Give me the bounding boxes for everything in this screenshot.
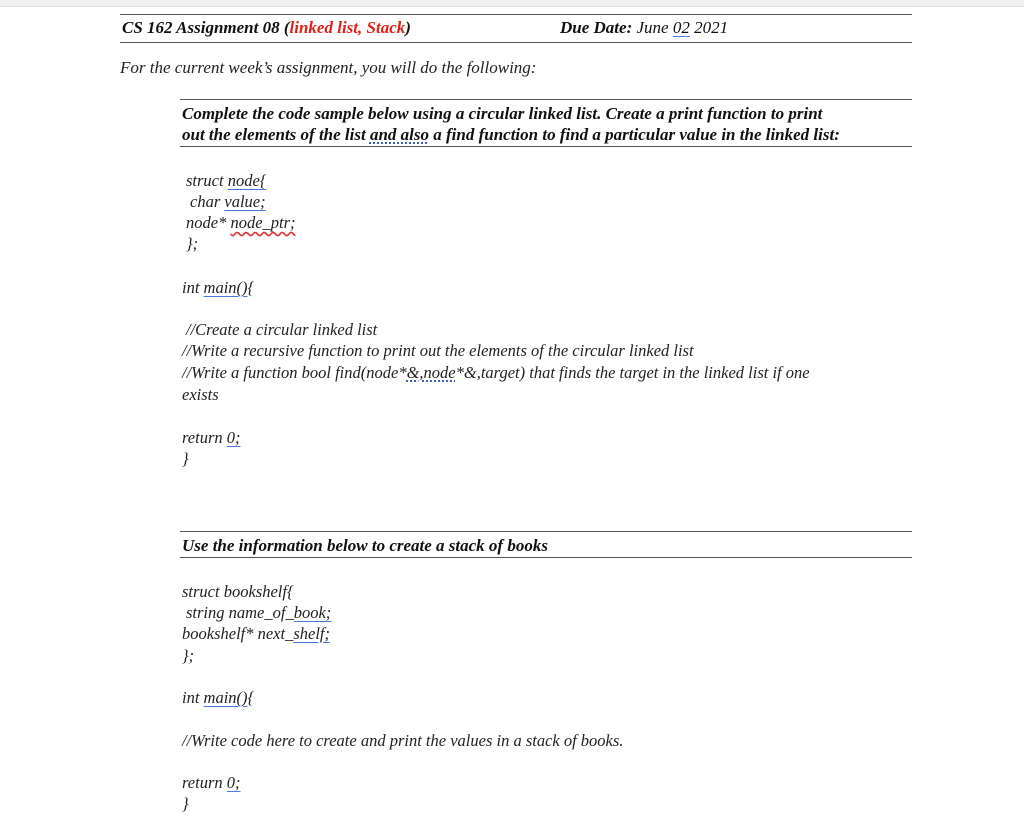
section1-top-rule <box>180 99 912 100</box>
comment-stack-books: //Write code here to create and print the values in a stack of books. <box>182 731 624 750</box>
struct-bookshelf-close: }; <box>182 646 195 665</box>
comment-create-list: //Create a circular linked list <box>186 320 378 339</box>
section1-heading: Complete the code sample below using a circular linked list. Create a print function to print out the elements of the list and also a find function to find a particular value in the linked list: <box>182 104 840 144</box>
comment-find-wrap: exists <box>182 385 219 404</box>
struct-node-close: }; <box>186 234 199 253</box>
section2-heading: Use the information below to create a stack of books <box>182 536 548 555</box>
comment-recursive-print: //Write a recursive function to print out the elements of the circular linked list <box>182 341 694 360</box>
section1-bottom-rule <box>180 146 912 147</box>
due-date: Due Date: June 02 2021 <box>560 18 729 37</box>
return-statement-1: return 0; <box>182 428 241 447</box>
intro-text: For the current week’s assignment, you will do the following: <box>120 58 537 77</box>
struct-bookshelf-field-next: bookshelf* next_shelf; <box>182 624 331 643</box>
struct-bookshelf-field-name: string name_of_book; <box>186 603 332 622</box>
main-signature-2: int main(){ <box>182 688 255 707</box>
assignment-header <box>120 18 912 40</box>
struct-node-field-value: char value; <box>190 192 266 211</box>
comment-find-function: //Write a function bool find(node*&,node*&,target) that finds the target in the linked list if one <box>182 363 810 382</box>
section2-top-rule <box>180 531 912 532</box>
struct-node-open: struct node{ <box>186 171 267 190</box>
header-bottom-rule <box>120 42 912 43</box>
assignment-title: CS 162 Assignment 08 (linked list, Stack) <box>122 18 411 37</box>
struct-bookshelf-open: struct bookshelf{ <box>182 582 294 601</box>
struct-node-field-ptr: node* node_ptr; <box>186 213 296 232</box>
main-close-2: } <box>182 794 189 813</box>
header-top-rule <box>120 14 912 15</box>
main-signature-1: int main(){ <box>182 278 255 297</box>
return-statement-2: return 0; <box>182 773 241 792</box>
main-close-1: } <box>182 449 189 468</box>
title-topics: linked list, Stack <box>289 18 406 37</box>
section2-bottom-rule <box>180 557 912 558</box>
viewer-top-strip <box>0 0 1024 7</box>
